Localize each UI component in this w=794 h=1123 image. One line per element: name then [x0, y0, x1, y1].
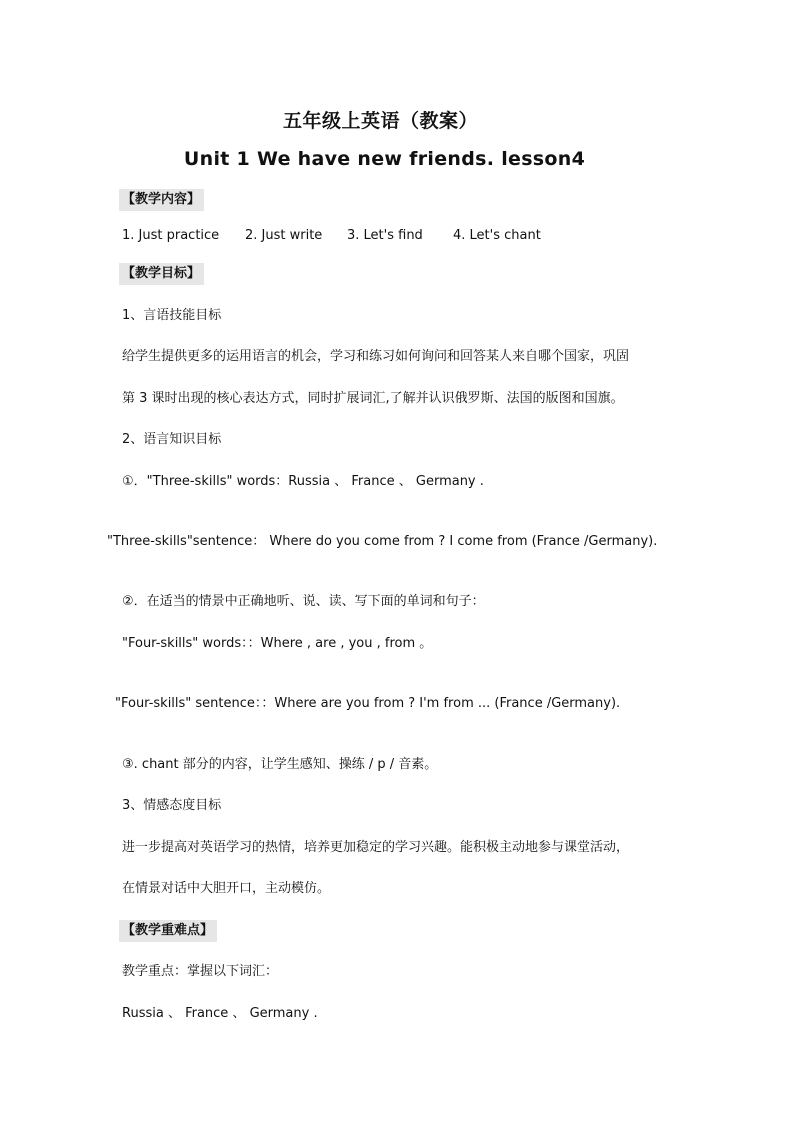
skills-text-line: 第 3 课时出现的核心表达方式，同时扩展词汇,了解并认识俄罗斯、法国的版图和国旗。 — [122, 391, 624, 406]
three-skills-sentence: "Three-skills"sentence： Where do you come from ? I come from (France /Germany). — [107, 534, 658, 549]
attitude-heading: 3、情感态度目标 — [122, 798, 222, 813]
skills-text-line: 给学生提供更多的运用语言的机会，学习和练习如何询问和回答某人来自哪个国家，巩固 — [122, 349, 630, 364]
section-label-goals: 【教学目标】 — [119, 263, 204, 285]
attitude-text-line: 在情景对话中大胆开口，主动模仿。 — [122, 881, 331, 896]
focus-line: 教学重点：掌握以下词汇： — [122, 964, 279, 979]
content-item: 1. Just practice — [122, 228, 220, 243]
four-skills-words: "Four-skills" words：：Where , are , you , from 。 — [122, 636, 433, 651]
focus-words: Russia 、 France 、 Germany . — [122, 1006, 318, 1021]
page-title: 五年级上英语（教案） — [282, 110, 478, 132]
three-skills-words: ①．"Three-skills" words：Russia 、 France 、 Germany . — [122, 474, 484, 489]
skills-heading: 1、言语技能目标 — [122, 308, 222, 323]
chant-goal: ③. chant 部分的内容，让学生感知、操练 / p / 音素。 — [122, 757, 438, 772]
content-item: 4. Let's chant — [453, 228, 541, 243]
knowledge-heading: 2、语言知识目标 — [122, 432, 222, 447]
lesson-subtitle: Unit 1 We have new friends. lesson4 — [183, 148, 586, 170]
four-skills-sentence: "Four-skills" sentence：：Where are you from ? I'm from ... (France /Germany). — [115, 696, 621, 711]
section-label-key-points: 【教学重难点】 — [119, 920, 217, 942]
content-items-row — [0, 227, 794, 245]
attitude-text-line: 进一步提高对英语学习的热情，培养更加稳定的学习兴趣。能积极主动地参与课堂活动， — [122, 840, 630, 855]
four-skills-intro: ②．在适当的情景中正确地听、说、读、写下面的单词和句子： — [122, 594, 485, 609]
content-item: 3. Let's find — [347, 228, 423, 243]
content-item: 2. Just write — [245, 228, 323, 243]
section-label-content: 【教学内容】 — [119, 189, 204, 211]
